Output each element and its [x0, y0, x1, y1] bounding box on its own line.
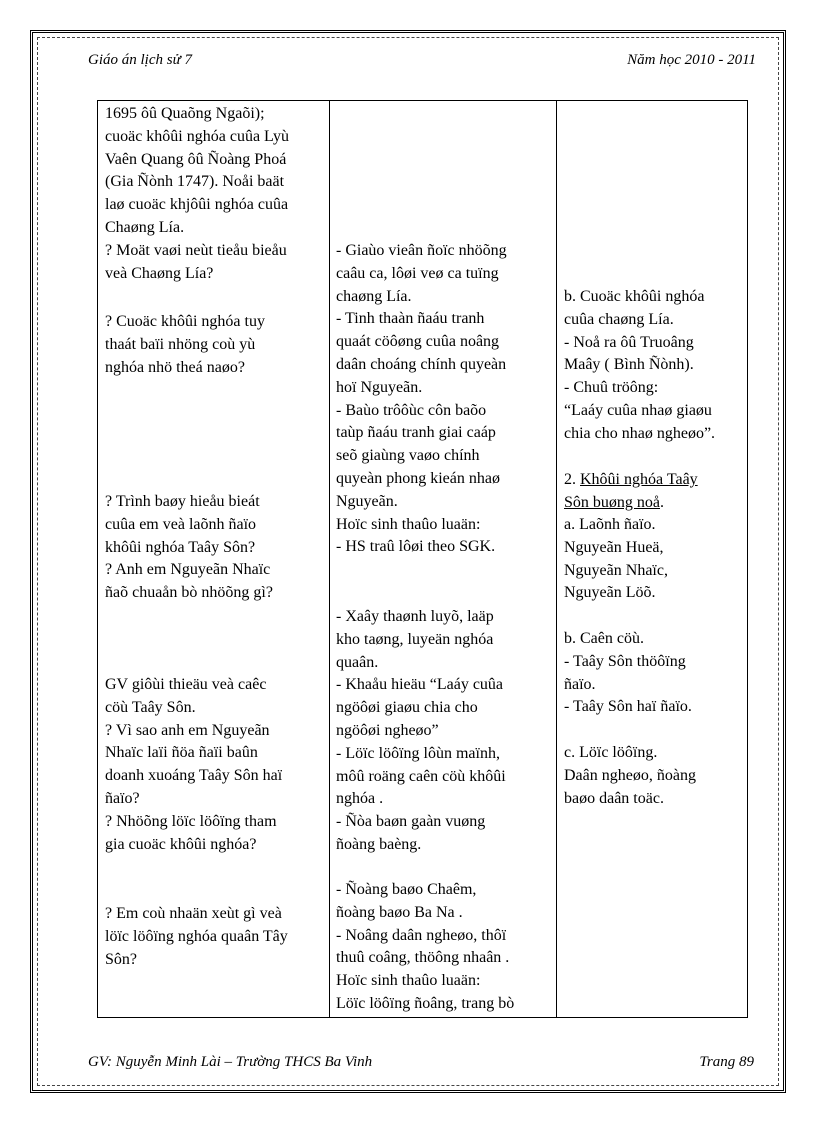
text-line: Daân ngheøo, ñoàng	[564, 766, 696, 784]
text-line: ? Moät vaøi neùt tieåu bieåu	[105, 241, 287, 259]
header-subject: Giáo án lịch sử 7	[88, 52, 193, 68]
student-activities-column	[330, 101, 557, 1017]
col2-block-3	[336, 879, 552, 1016]
text-line: Nguyeãn.	[336, 492, 398, 510]
text-line: - HS traû lôøi theo SGK.	[336, 538, 496, 556]
page-header	[88, 52, 756, 74]
col1-block-3	[105, 491, 325, 605]
lesson-table	[97, 100, 748, 1018]
text-line: - Xaây thaønh luyõ, laäp	[336, 608, 494, 625]
text-line: - Ñòa baøn gaàn vuøng	[336, 813, 486, 831]
text-line: Hoïc sinh thaûo luaän:	[336, 515, 481, 533]
text-line: (Gia Ñònh 1747). Noåi baät	[105, 173, 285, 191]
footer-page-number: Trang 89	[699, 1054, 754, 1070]
text-line: - Baùo trôôùc côn baõo	[336, 401, 487, 419]
text-line: ngöôøi ngheøo”	[336, 721, 439, 739]
text-line: c. Löïc löôïng.	[564, 744, 658, 761]
text-line: Nguyeãn Löõ.	[564, 584, 656, 602]
header-school-year: Năm học 2010 - 2011	[627, 52, 756, 68]
text-line: cuoäc khôûi nghóa cuûa Lyù	[105, 127, 289, 145]
text-line: - Ñoàng baøo Chaêm,	[336, 881, 477, 898]
col2-block-1	[336, 240, 552, 559]
text-line: “Laáy cuûa nhaø giaøu	[564, 401, 712, 419]
text-line: - Tinh thaàn ñaáu tranh	[336, 310, 485, 328]
text-line: ? Vì sao anh em Nguyeãn	[105, 721, 270, 739]
text-line: quaân.	[336, 653, 379, 671]
text-line: Nguyeãn Nhaïc,	[564, 561, 668, 579]
text-line: ñaõ chuaån bò nhöõng gì?	[105, 584, 273, 602]
footer-teacher: GV: Nguyễn Minh Lài – Trường THCS Ba Vinh	[88, 1054, 373, 1070]
text-line: - Giaùo vieân ñoïc nhöõng	[336, 242, 507, 259]
text-line: ñoàng baèng.	[336, 835, 422, 853]
text-line: ñaïo?	[105, 789, 140, 807]
text-line: GV giôùi thieäu veà caêc	[105, 676, 267, 693]
text-line: b. Caên cöù.	[564, 630, 644, 647]
text-line: - Noå ra ôû Truoâng	[564, 333, 694, 351]
lesson-content-column	[557, 101, 747, 1017]
col1-block-5	[105, 903, 325, 971]
section-title-part-1: Khôûi nghóa Taây	[580, 471, 698, 488]
text-line: thuû coâng, thöông nhaân .	[336, 949, 510, 967]
text-line: baøo daân toäc.	[564, 789, 664, 807]
text-line: Löïc löôïng ñoâng, trang bò	[336, 994, 515, 1012]
text-line: chaøng Lía.	[336, 287, 412, 305]
section-title-part-2: Sôn buøng noå	[564, 493, 660, 511]
text-line: gia cuoäc khôûi nghóa?	[105, 835, 257, 853]
col3-block-1	[564, 286, 743, 446]
text-line: ? Em coù nhaän xeùt gì veà	[105, 905, 282, 922]
text-line: ? Nhöõng löïc löôïng tham	[105, 812, 277, 830]
section-title-end: .	[660, 493, 664, 511]
text-line: thaát baïi nhöng coù yù	[105, 335, 256, 353]
text-line: hoï Nguyeãn.	[336, 378, 423, 396]
col1-block-4	[105, 674, 325, 856]
col2-block-2	[336, 606, 552, 857]
teacher-questions-column	[98, 101, 330, 1017]
text-line: caâu ca, lôøi veø ca tuïng	[336, 264, 499, 282]
text-line: Vaên Quang ôû Ñoàng Phoá	[105, 150, 287, 168]
text-line: a. Laõnh ñaïo.	[564, 516, 656, 533]
text-line: ? Cuoäc khôûi nghóa tuy	[105, 313, 265, 330]
text-line: Maây ( Bình Ñònh).	[564, 356, 694, 374]
col3-block-5	[564, 742, 743, 810]
text-line: taùp ñaáu tranh giai caáp	[336, 424, 496, 442]
text-line: quyeàn phong kieán nhaø	[336, 469, 500, 487]
col3-block-3	[564, 514, 743, 605]
text-line: quaát cöôøng cuûa noâng	[336, 333, 500, 351]
text-line: Nguyeãn Hueä,	[564, 538, 664, 556]
text-line: - Taây Sôn haï ñaïo.	[564, 698, 692, 716]
section-number: 2.	[564, 471, 580, 488]
text-line: ñaïo.	[564, 675, 596, 693]
text-line: 1695 ôû Quaõng Ngaõi);	[105, 105, 265, 122]
text-line: - Chuû tröông:	[564, 379, 659, 397]
text-line: laø cuoäc khjôûi nghóa cuûa	[105, 196, 289, 214]
text-line	[564, 492, 743, 515]
text-line: seõ giaùng vaøo chính	[336, 447, 480, 465]
text-line: môû roäng caên cöù khôûi	[336, 767, 506, 785]
text-line: cöù Taây Sôn.	[105, 698, 196, 716]
text-line: - Khaåu hieäu “Laáy cuûa	[336, 676, 504, 694]
page-footer	[88, 1054, 754, 1076]
text-line: ñoàng baøo Ba Na .	[336, 903, 463, 921]
text-line: - Löïc löôïng lôùn maïnh,	[336, 744, 500, 762]
text-line: doanh xuoáng Taây Sôn haï	[105, 767, 283, 785]
text-line: ? Anh em Nguyeãn Nhaïc	[105, 561, 271, 579]
text-line: Sôn?	[105, 950, 137, 968]
text-line: cuûa em veà laõnh ñaïo	[105, 515, 257, 533]
col1-block-2	[105, 311, 325, 379]
text-line: kho taøng, luyeän nghóa	[336, 630, 494, 648]
text-line: cuûa chaøng Lía.	[564, 310, 674, 328]
text-line: nghóa nhö theá naøo?	[105, 358, 245, 376]
text-line: chia cho nhaø ngheøo”.	[564, 424, 716, 442]
col3-block-4	[564, 628, 743, 719]
text-line: Chaøng Lía.	[105, 218, 185, 236]
text-line: ngöôøi giaøu chia cho	[336, 699, 478, 717]
text-line: daân choáng chính quyeàn	[336, 355, 507, 373]
text-line: - Taây Sôn thöôïng	[564, 652, 686, 670]
text-line: b. Cuoäc khôûi nghóa	[564, 288, 705, 305]
text-line: löïc löôïng nghóa quaân Tây	[105, 927, 288, 945]
text-line: - Noâng daân ngheøo, thôï	[336, 926, 507, 944]
text-line: khôûi nghóa Taây Sôn?	[105, 538, 256, 556]
col1-block-1	[105, 103, 325, 285]
text-line: veà Chaøng Lía?	[105, 264, 214, 282]
text-line: ? Trình baøy hieåu bieát	[105, 493, 260, 510]
col3-section-heading	[564, 469, 743, 515]
text-line	[564, 469, 743, 492]
text-line: nghóa .	[336, 790, 384, 808]
text-line: Nhaïc laïi ñöa ñaïi baûn	[105, 744, 258, 762]
text-line: Hoïc sinh thaûo luaän:	[336, 972, 481, 990]
